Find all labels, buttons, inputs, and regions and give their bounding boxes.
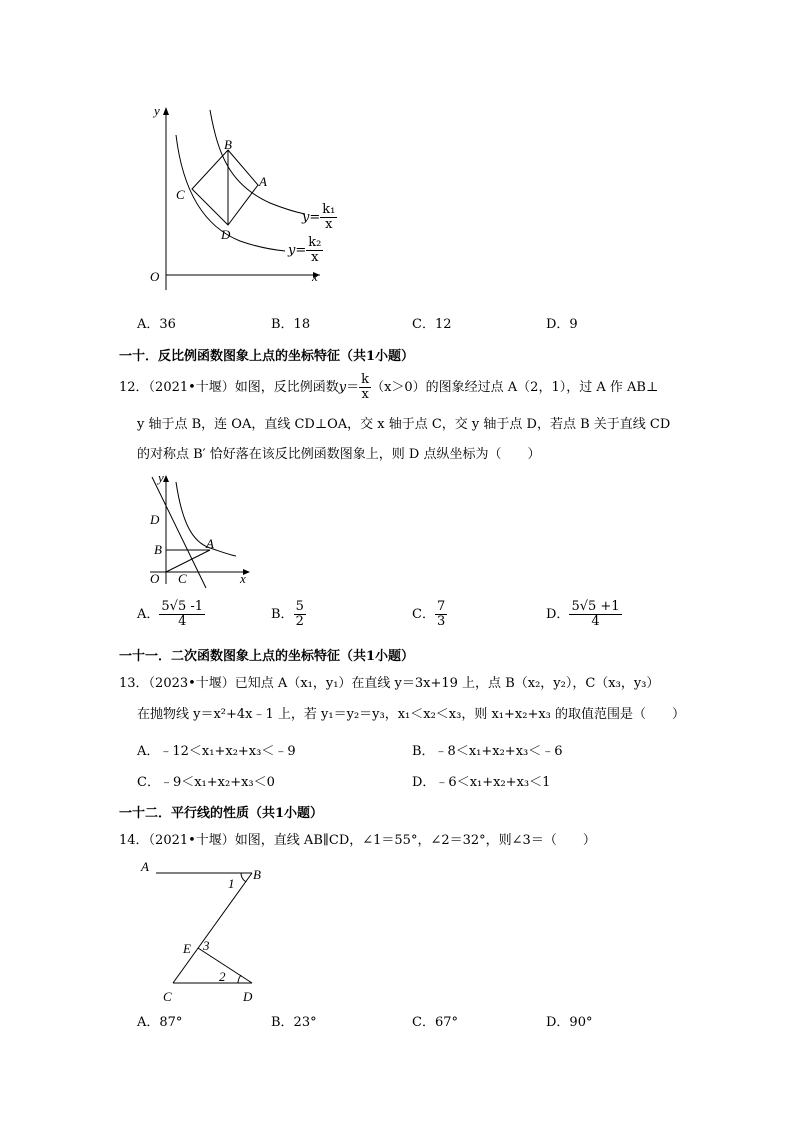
q14-option-d[interactable]: D．90° [546, 1015, 593, 1030]
section-title-11: 一十一．二次函数图象上点的坐标特征（共1小题） [119, 649, 415, 664]
angle-2-label: 2 [219, 969, 226, 984]
q11-figure [130, 95, 360, 290]
q12-line1: 12．（2021•十堰）如图，反比例函数y＝ $\frac{k}{x}$ （x＞0）的图象经过点 A（2，1），过 A 作 AB⊥ [119, 372, 659, 402]
q12-option-d[interactable]: D． $\frac{5√5 +1}{4}$ [546, 599, 620, 629]
y-axis-arrow [163, 475, 169, 482]
q14-option-b[interactable]: B．23° [271, 1015, 317, 1030]
q14-line1: 14．（2021•十堰）如图，直线 AB∥CD，∠1＝55°，∠2＝32°，则∠3＝（ ） [119, 833, 596, 848]
q11-option-d[interactable]: D．9 [546, 317, 578, 332]
label-b: B [154, 542, 162, 557]
q12-option-c[interactable]: C． $\frac{7}{3}$ [412, 599, 446, 629]
label-c: C [176, 187, 185, 202]
section-title-12: 一十二．平行线的性质（共1小题） [119, 806, 324, 821]
q12-option-b[interactable]: B． $\frac{5}{2}$ [271, 599, 304, 629]
q12-line2: y 轴于点 B，连 OA，直线 CD⊥OA，交 x 轴于点 C，交 y 轴于点 D，若点 B 关于直线 CD [137, 417, 671, 432]
label-a: A [206, 536, 214, 551]
q12-figure [140, 472, 255, 590]
angle-3-label: 3 [203, 938, 210, 953]
label-y: y [158, 472, 164, 485]
q12-option-a[interactable]: A． $\frac{5√5 -1}{4}$ [137, 599, 204, 629]
angle1-arc [241, 873, 246, 882]
label-o: O [150, 571, 160, 586]
label-c: C [163, 989, 172, 1003]
label-a: A [259, 174, 267, 189]
segment-bc [173, 873, 252, 983]
q14-option-c[interactable]: C．67° [412, 1015, 458, 1030]
label-e: E [183, 941, 191, 956]
q13-line2: 在抛物线 y＝x²+4x﹣1 上，若 y₁＝y₂＝y₃，x₁＜x₂＜x₃，则 x₁+x₂+x₃ 的取值范围是（ ） [137, 707, 686, 722]
label-c: C [178, 571, 187, 586]
label-b: B [253, 867, 261, 882]
section-title-10: 一十．反比例函数图象上点的坐标特征（共1小题） [119, 349, 415, 364]
q12-line3: 的对称点 B′ 恰好落在该反比例函数图象上，则 D 点纵坐标为（ ） [137, 447, 541, 462]
angle2-arc [238, 975, 241, 983]
label-x: x [240, 571, 246, 586]
label-b: B [224, 137, 232, 152]
label-y: y [154, 103, 160, 118]
label-d: D [221, 227, 231, 242]
label-d: D [243, 989, 253, 1003]
label-o: O [150, 269, 160, 284]
q13-option-d[interactable]: D．﹣6＜x₁+x₂+x₃＜1 [412, 775, 551, 790]
q11-option-c[interactable]: C．12 [412, 317, 452, 332]
q13-option-b[interactable]: B．﹣8＜x₁+x₂+x₃＜﹣6 [412, 744, 563, 759]
label-a: A [141, 859, 149, 874]
q13-option-a[interactable]: A．﹣12＜x₁+x₂+x₃＜﹣9 [137, 744, 296, 759]
curve1-equation: y= $\frac{\text{k₁}}{x}$ [302, 202, 336, 232]
q13-option-c[interactable]: C．﹣9＜x₁+x₂+x₃＜0 [137, 775, 275, 790]
q11-option-b[interactable]: B．18 [271, 317, 311, 332]
q14-figure [138, 855, 268, 1003]
curve2-equation: y= $\frac{\text{k₂}}{x}$ [288, 235, 322, 265]
curve-k1 [210, 110, 305, 214]
label-x: x [312, 269, 318, 284]
angle-1-label: 1 [228, 876, 235, 891]
q11-option-a[interactable]: A．36 [137, 317, 176, 332]
q13-line1: 13．（2023•十堰）已知点 A（x₁，y₁）在直线 y＝3x+19 上，点 B（x₂，y₂），C（x₃，y₃） [119, 676, 660, 691]
q14-option-a[interactable]: A．87° [137, 1015, 183, 1030]
segment-oa [166, 550, 210, 572]
label-d: D [150, 512, 160, 527]
y-axis-arrow [163, 107, 169, 115]
